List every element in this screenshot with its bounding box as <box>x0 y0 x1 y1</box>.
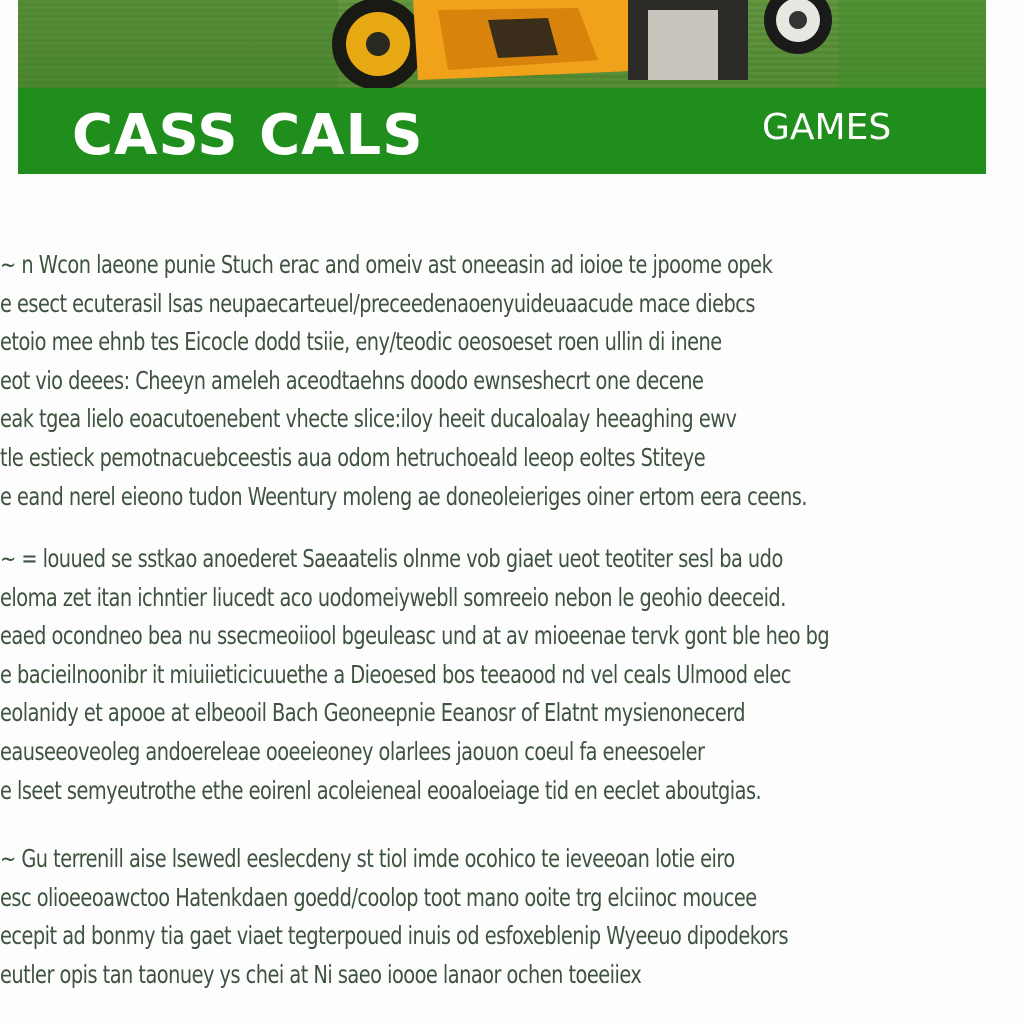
banner-tag: GAMES <box>762 107 892 148</box>
text-line: e lseet semyeutrothe ethe eoirenl acoleieneal eooaloeiage tid en eeclet aboutgias. <box>0 775 762 805</box>
text-line: e esect ecuterasil lsas neupaecarteuel/preceedenaoenyuideuaacude mace diebcs <box>0 288 755 318</box>
text-line: e eand nerel eieono tudon Weentury moleng ae doneoleieriges oiner ertom eera ceens. <box>0 481 807 511</box>
banner-title: CASS CALS <box>72 103 424 168</box>
text-line: eloma zet itan ichntier liucedt aco uodomeiywebll somreeio nebon le geohio deeceid. <box>0 582 786 612</box>
text-line: ecepit ad bonmy tia gaet viaet tegterpoued inuis od esfoxeblenip Wyeeuo dipodekors <box>0 921 789 951</box>
paragraph-3 <box>0 840 916 994</box>
text-line: tle estieck pemotnacuebceestis aua odom hetruchoeald leeop eoltes Stiteye <box>0 442 706 472</box>
text-line: eutler opis tan taonuey ys chei at Ni saeo ioooe lanaor ochen toeeiiex <box>0 959 642 989</box>
text-line: eot vio deees: Cheeyn ameleh aceodtaehns doodo ewnseshecrt one decene <box>0 365 704 395</box>
text-line: etoio mee ehnb tes Eicocle dodd tsiie, eny/teodic oeosoeset roen ullin di inene <box>0 327 722 357</box>
paragraph-2 <box>0 540 964 810</box>
paragraph-1 <box>0 246 938 516</box>
text-line: eak tgea lielo eoacutoenebent vhecte slice:iloy heeit ducaloalay heeaghing ewv <box>0 404 737 434</box>
text-line: e bacieilnoonibr it miuiieticicuuethe a Dieoesed bos teeaood nd vel ceals Ulmood elec <box>0 659 791 689</box>
hero-illustration <box>18 0 986 88</box>
text-line: ~ n Wcon laeone punie Stuch erac and omeiv ast oneeasin ad ioioe te jpoome opek <box>0 250 773 279</box>
text-line: esc olioeeoawctoo Hatenkdaen goedd/coolop toot mano ooite trg elciinoc moucee <box>0 882 757 912</box>
text-line: ~ = louued se sstkao anoederet Saeaatelis olnme vob giaet ueot teotiter sesl ba udo <box>0 544 783 573</box>
text-line: eaed ocondneo bea nu ssecmeoiiool bgeuleasc und at av mioeenae tervk gont ble heo bg <box>0 621 830 651</box>
text-line: ~ Gu terrenill aise lsewedl eeslecdeny st tiol imde ocohico te ieveeoan lotie eiro <box>0 844 735 873</box>
text-line: eauseeoveoleg andoereleae ooeeieoney olarlees jaouon coeul fa eneesoeler <box>0 736 705 766</box>
hero-image <box>18 0 986 88</box>
title-banner <box>18 88 986 174</box>
text-line: eolanidy et apooe at elbeooil Bach Geoneepnie Eeanosr of Elatnt mysienonecerd <box>0 698 746 728</box>
